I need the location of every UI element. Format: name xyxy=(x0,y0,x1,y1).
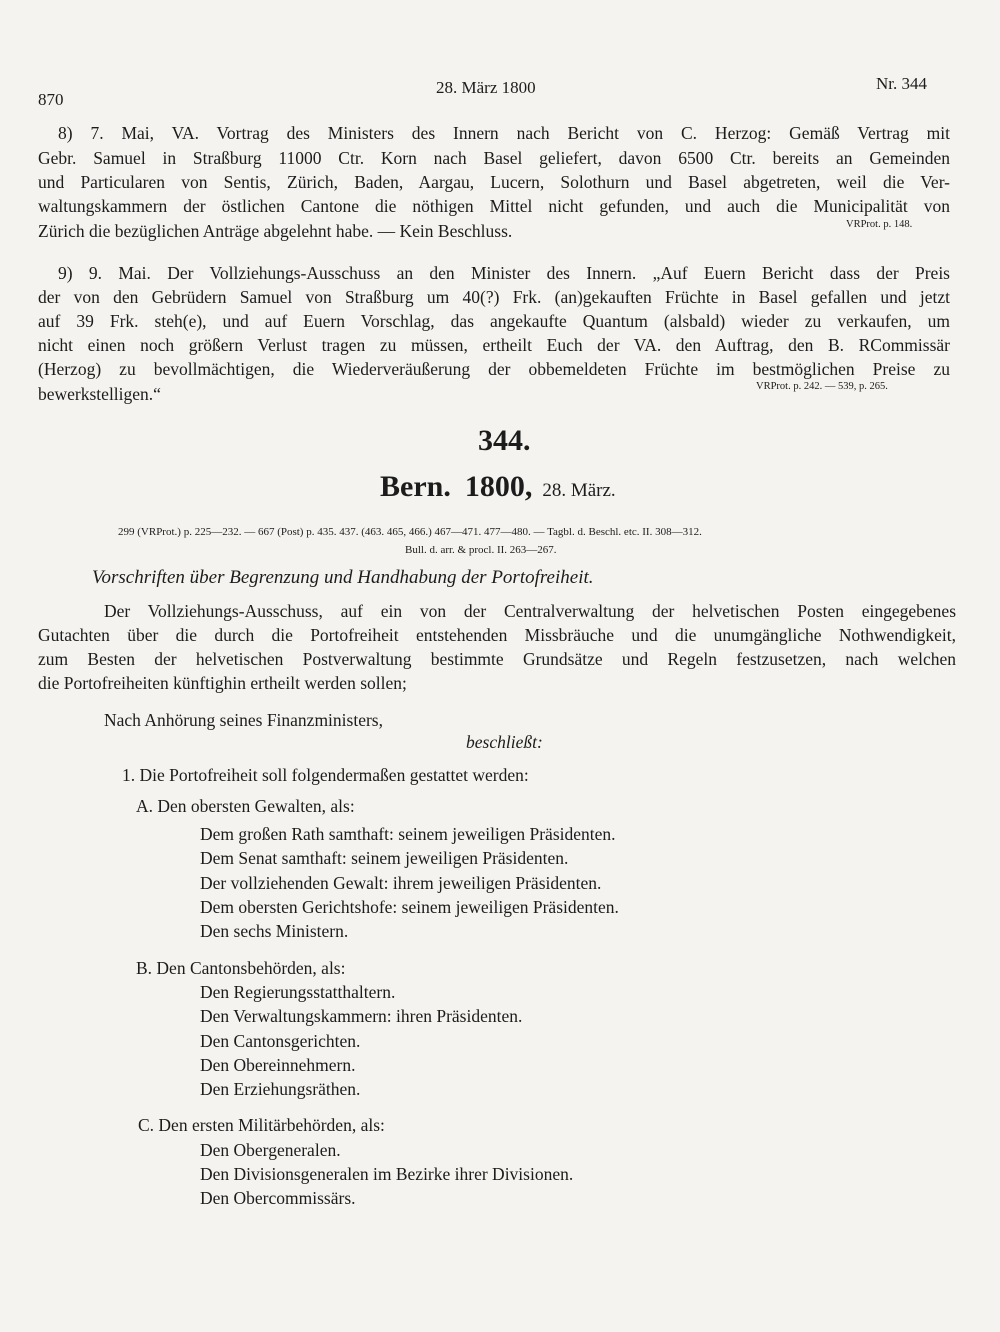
section-b-item: Den Erziehungsräthen. xyxy=(200,1079,361,1099)
document-place-date xyxy=(380,470,616,504)
point-1: 1. Die Portofreiheit soll folgendermaßen gestattet werden: xyxy=(122,765,529,785)
document-number: Nr. 344 xyxy=(876,74,927,93)
section-c-heading: C. Den ersten Militärbehörden, als: xyxy=(138,1115,385,1135)
section-c-item: Den Obergeneralen. xyxy=(200,1140,341,1160)
section-c-item: Den Divisionsgeneralen im Bezirke ihrer Divisionen. xyxy=(200,1164,574,1184)
body-line: Gutachten über die durch die Portofreiheit entstehenden Missbräuche und die unumgängliche Nothwendigkeit, xyxy=(38,625,956,645)
entry9-line: bewerkstelligen.“ xyxy=(38,384,161,404)
entry8-line: waltungskammern der östlichen Cantone die nöthigen Mittel nicht gefunden, und auch die Municipalität von xyxy=(38,196,950,216)
hearing-text: Nach Anhörung seines Finanzministers, xyxy=(104,710,383,730)
document-number-heading: 344. xyxy=(478,424,531,457)
entry8-line: und Particularen von Sentis, Zürich, Baden, Aargau, Lucern, Solothurn und Basel abgetreten, weil die Ver- xyxy=(38,172,950,192)
section-b-item: Den Cantonsgerichten. xyxy=(200,1031,361,1051)
entry9-line: 9) 9. Mai. Der Vollziehungs-Ausschuss an den Minister des Innern. „Auf Euern Bericht dass der Preis xyxy=(58,263,950,283)
section-b-item: Den Obereinnehmern. xyxy=(200,1055,356,1075)
document-date: 28. März. xyxy=(542,480,616,501)
section-b-item: Den Verwaltungskammern: ihren Präsidenten. xyxy=(200,1006,523,1026)
document-title: Vorschriften über Begrenzung und Handhabung der Portofreiheit. xyxy=(92,567,594,588)
section-b-item: Den Regierungsstatthaltern. xyxy=(200,982,396,1002)
page-number: 870 xyxy=(38,90,64,109)
document-year: 1800, xyxy=(464,470,533,503)
entry8-ref: VRProt. p. 148. xyxy=(846,219,913,230)
entry8-line: Gebr. Samuel in Straßburg 11000 Ctr. Korn nach Basel geliefert, davon 6500 Ctr. bereits an Gemeinden xyxy=(38,148,950,168)
section-a-heading: A. Den obersten Gewalten, als: xyxy=(136,796,355,816)
section-a-item: Dem obersten Gerichtshofe: seinem jeweiligen Präsidenten. xyxy=(200,897,619,917)
section-a-item: Den sechs Ministern. xyxy=(200,921,349,941)
entry8-line: Zürich die bezüglichen Anträge abgelehnt habe. — Kein Beschluss. xyxy=(38,221,513,241)
document-refs: 299 (VRProt.) p. 225—232. — 667 (Post) p. 435. 437. (463. 465, 466.) 467—471. 477—480. — Tagbl. d. Beschl. etc. II. 308—312. xyxy=(118,526,702,538)
body-line: zum Besten der helvetischen Postverwaltung bestimmte Grundsätze und Regeln festzusetzen, nach welchen xyxy=(38,649,956,669)
document-refs: Bull. d. arr. & procl. II. 263—267. xyxy=(405,544,557,556)
document-place: Bern. xyxy=(380,470,451,503)
entry9-ref: VRProt. p. 242. — 539, p. 265. xyxy=(756,381,888,392)
section-b-heading: B. Den Cantonsbehörden, als: xyxy=(136,958,346,978)
page-date: 28. März 1800 xyxy=(436,78,536,97)
entry9-line: auf 39 Frk. steh(e), und auf Euern Vorschlag, das angekaufte Quantum (alsbald) wieder zu verkaufen, um xyxy=(38,311,950,331)
entry8-line: 8) 7. Mai, VA. Vortrag des Ministers des Innern nach Bericht von C. Herzog: Gemäß Vertrag mit xyxy=(58,123,950,143)
entry9-line: nicht einen noch größern Verlust tragen zu müssen, ertheilt Euch der VA. den Auftrag, den B. RCommissär xyxy=(38,335,950,355)
entry9-line: (Herzog) zu bevollmächtigen, die Wiederveräußerung der obbemeldeten Früchte im bestmöglichen Preise zu xyxy=(38,359,950,379)
entry9-line: der von den Gebrüdern Samuel von Straßburg um 40(?) Frk. (an)gekauften Früchte in Basel gefallen und jetzt xyxy=(38,287,950,307)
section-c-item: Den Obercommissärs. xyxy=(200,1188,356,1208)
decides-text: beschließt: xyxy=(466,732,543,752)
body-line: Der Vollziehungs-Ausschuss, auf ein von der Centralverwaltung der helvetischen Posten eingegebenes xyxy=(104,601,956,621)
section-a-item: Der vollziehenden Gewalt: ihrem jeweiligen Präsidenten. xyxy=(200,873,602,893)
section-a-item: Dem großen Rath samthaft: seinem jeweiligen Präsidenten. xyxy=(200,824,616,844)
section-a-item: Dem Senat samthaft: seinem jeweiligen Präsidenten. xyxy=(200,848,569,868)
body-line: die Portofreiheiten künftighin ertheilt werden sollen; xyxy=(38,673,407,693)
